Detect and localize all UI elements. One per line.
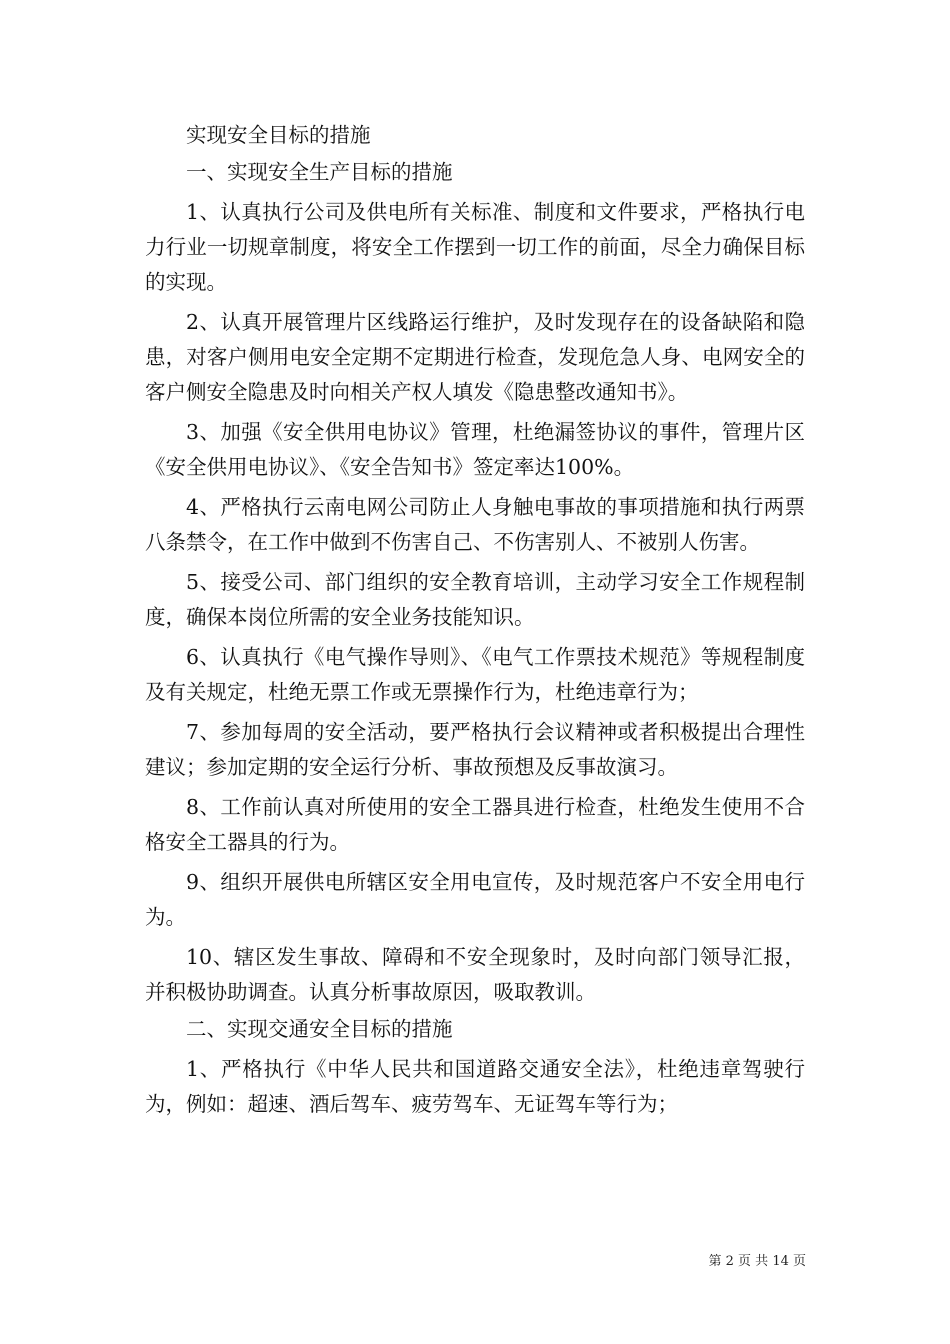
paragraph-item: 3、加强《安全供用电协议》管理，杜绝漏签协议的事件，管理片区《安全供用电协议》、《安全告知书》签定率达100%。 [145,420,805,479]
paragraph-item: 7、参加每周的安全活动，要严格执行会议精神或者积极提出合理性建议；参加定期的安全运行分析、事故预想及反事故演习。 [145,720,805,779]
paragraph-item: 9、组织开展供电所辖区安全用电宣传，及时规范客户不安全用电行为。 [145,870,805,929]
paragraph-item: 1、严格执行《中华人民共和国道路交通安全法》，杜绝违章驾驶行为，例如：超速、酒后驾车、疲劳驾车、无证驾车等行为； [145,1057,805,1116]
paragraph-item: 1、认真执行公司及供电所有关标准、制度和文件要求，严格执行电力行业一切规章制度，将安全工作摆到一切工作的前面，尽全力确保目标的实现。 [145,200,805,294]
paragraph-item: 10、辖区发生事故、障碍和不安全现象时，及时向部门领导汇报，并积极协助调查。认真分析事故原因，吸取教训。 [145,945,805,1004]
paragraph-item: 4、严格执行云南电网公司防止人身触电事故的事项措施和执行两票八条禁令，在工作中做到不伤害自己、不伤害别人、不被别人伤害。 [145,495,805,554]
paragraph-item: 5、接受公司、部门组织的安全教育培训，主动学习安全工作规程制度，确保本岗位所需的安全业务技能知识。 [145,570,805,629]
section-heading-safety-production: 一、实现安全生产目标的措施 [186,160,453,184]
paragraph-item: 8、工作前认真对所使用的安全工器具进行检查，杜绝发生使用不合格安全工器具的行为。 [145,795,805,854]
paragraph-item: 6、认真执行《电气操作导则》、《电气工作票技术规范》等规程制度及有关规定，杜绝无票工作或无票操作行为，杜绝违章行为； [145,645,805,704]
document-title: 实现安全目标的措施 [186,123,371,147]
page-number-footer: 第 2 页 共 14 页 [708,1254,806,1269]
section-heading-traffic-safety: 二、实现交通安全目标的措施 [186,1017,453,1041]
paragraph-item: 2、认真开展管理片区线路运行维护，及时发现存在的设备缺陷和隐患，对客户侧用电安全定期不定期进行检查，发现危急人身、电网安全的客户侧安全隐患及时向相关产权人填发《隐患整改通知书》。 [145,310,805,404]
document-body [145,118,805,1122]
